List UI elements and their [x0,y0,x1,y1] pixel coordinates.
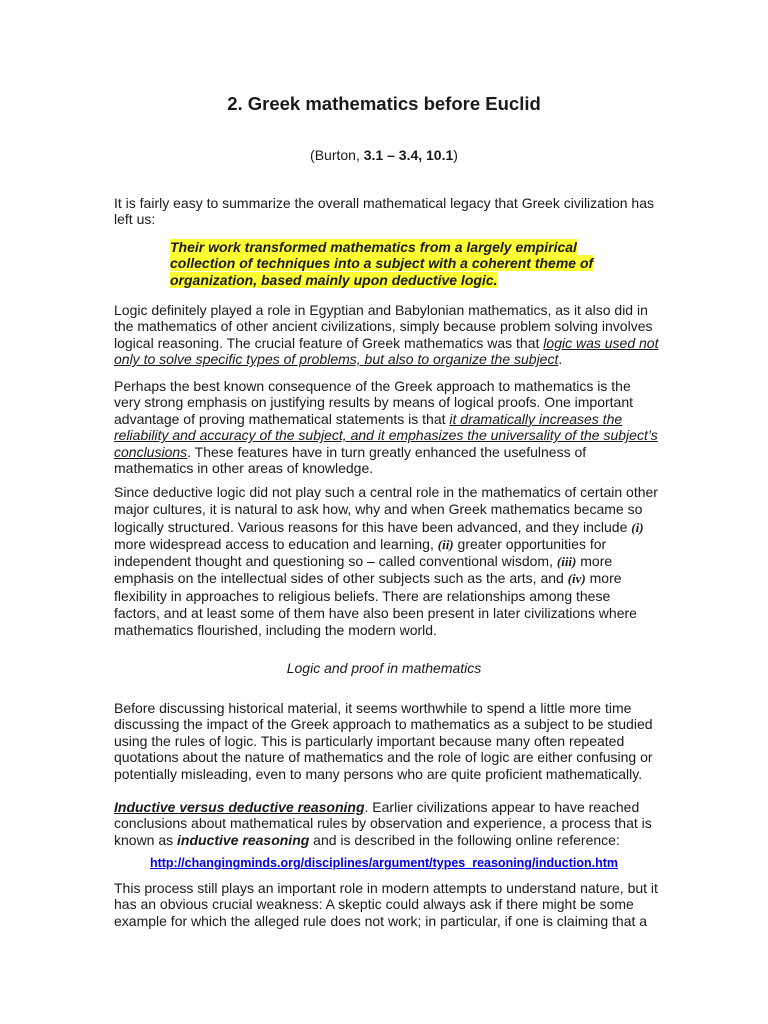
roman-ii: (ii) [437,536,454,552]
paragraph-reasons [114,484,659,640]
p2-emphasis: it dramatically increases the reliability and accuracy of the subject, and it emphasizes the universality of the subject’s conclusions [114,410,658,460]
reference-sections: 3.1 – 3.4, 10.1 [363,147,454,163]
paragraph-logic-role [114,302,659,368]
paragraph-inductive [114,799,659,848]
reference-line [0,147,768,163]
p3-e: more flexibility in approaches to religious beliefs. There are relationships among these factors, and at least some of them have also been present in later civilizations where mathematics flourished, including the modern world. [114,570,637,639]
p3-d: more emphasis on the intellectual sides of other subjects such as the arts, and [114,553,613,587]
inductive-term: inductive reasoning [177,831,310,848]
p3-a: Since deductive logic did not play such a central role in the mathematics of certain other major cultures, it is natural to ask how, why and when Greek mathematics became so logically structured. Various reasons for this have been advanced, and they include [114,484,658,535]
p3-b: more widespread access to education and learning, [114,535,438,552]
p1-emphasis: logic was used not only to solve specific types of problems, but also to organize the subject [114,334,659,368]
roman-iv: (iv) [567,571,586,587]
quote-text: Their work transformed mathematics from a largely empirical collection of techniques into a subject with a coherent theme of organization, based mainly upon deductive logic. [170,239,594,288]
page-title: 2. Greek mathematics before Euclid [227,93,541,114]
roman-i: (i) [631,519,644,535]
reference-link[interactable]: http://changingminds.org/disciplines/argument/types_reasoning/induction.htm [149,856,619,870]
reference-close: ) [453,147,458,163]
p1-text: Logic definitely played a role in Egyptian and Babylonian mathematics, as it also did in the mathematics of other ancient civilizations, simply because problem solving involves logical reasoning. The crucial feature of Greek mathematics was that [114,302,653,351]
paragraph-weakness: This process still plays an important role in modern attempts to understand nature, but it has an obvious crucial weakness: A skeptic could always ask if there might be some example for which the alleged rule does not work; in particular, if one is claiming that a [114,880,658,929]
p5-b: and is described in the following online reference: [309,831,620,848]
highlighted-quote [170,239,610,288]
roman-iii: (iii) [556,554,577,570]
p3-c: greater opportunities for independent thought and questioning so – called conventional wisdom, [114,535,607,570]
reference-open: (Burton, [310,147,364,163]
p2-text: Perhaps the best known consequence of the Greek approach to mathematics is the very strong emphasis on justifying results by means of logical proofs. One important advantage of proving mathematical statements is that [114,378,634,427]
paragraph-historical: Before discussing historical material, it seems worthwhile to spend a little more time discussing the impact of the Greek approach to mathematics as a subject to be studied using the rules of logic. This is particularly important because many often repeated quotations about the nature of mathematics and the role of logic are either confusing or potentially misleading, even to many persons who are quite proficient mathematically. [114,700,653,782]
intro-paragraph: It is fairly easy to summarize the overall mathematical legacy that Greek civilization has left us: [114,195,654,228]
section-heading: Logic and proof in mathematics [286,660,482,676]
paragraph-proofs [114,378,659,476]
p2-end: . These features have in turn greatly enhanced the usefulness of mathematics in other areas of knowledge. [114,443,587,477]
p5-a: . Earlier civilizations appear to have reached conclusions about mathematical rules by observation and experience, a process that is known as [114,799,652,848]
inductive-heading: Inductive versus deductive reasoning [114,799,365,815]
p1-end: . [558,351,563,368]
